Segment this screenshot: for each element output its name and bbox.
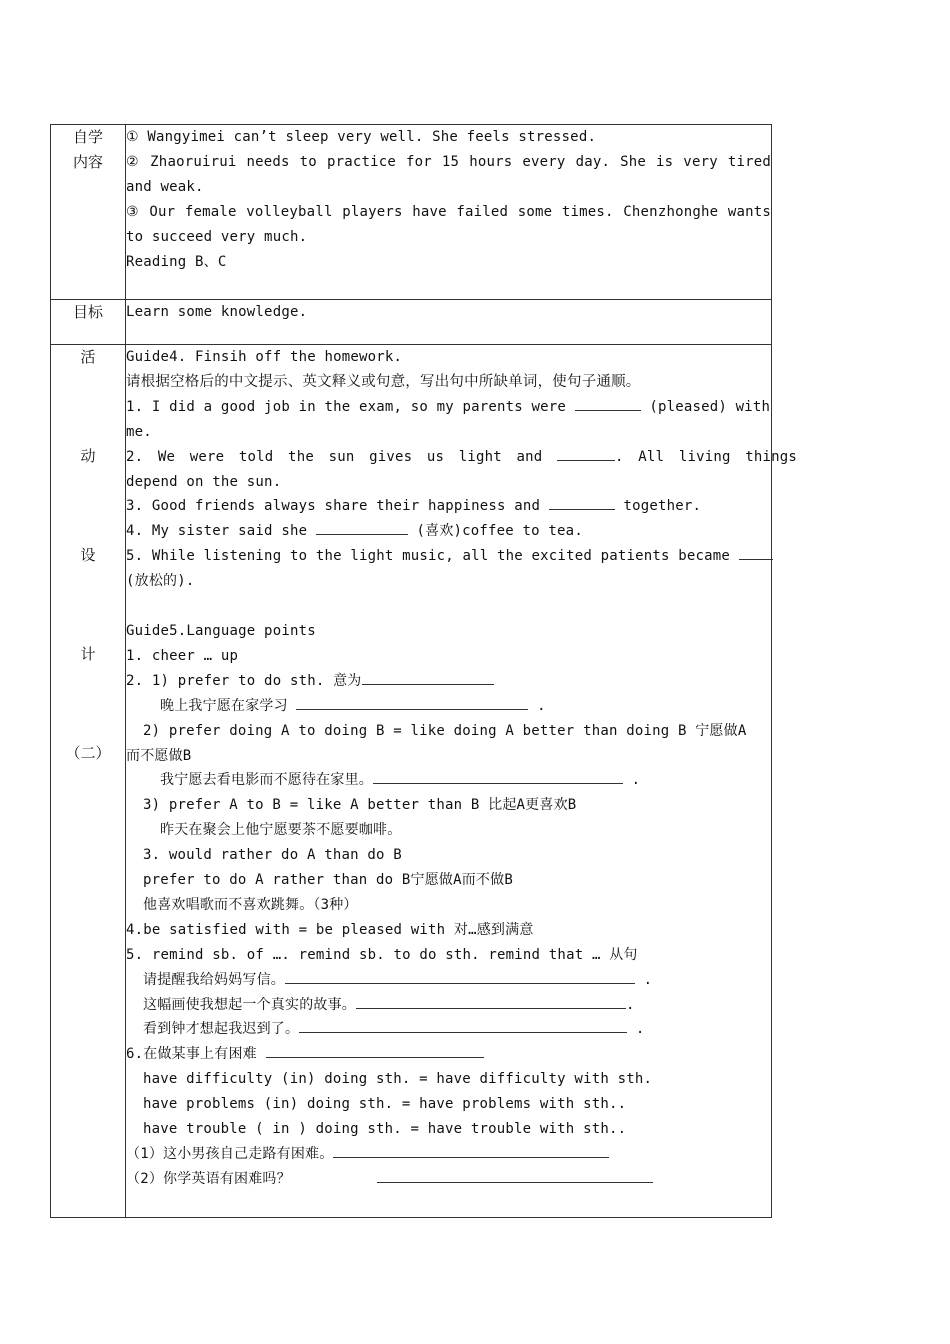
point-4: 4.be satisfied with = be pleased with 对…感到满意 [126, 921, 534, 938]
question-5-cont: (放松的). [126, 573, 195, 590]
answer-blank [266, 1042, 484, 1058]
point-5: 5. remind sb. of …. remind sb. to do sth. remind that … 从句 [126, 946, 638, 963]
point-2-2-example [126, 768, 771, 793]
text: （1）这小男孩自己走路有困难。 [126, 1146, 334, 1162]
text: 2. We were told the sun gives us light and [126, 448, 543, 465]
text: 请提醒我给妈妈写信。 [143, 971, 285, 988]
text: 晚上我宁愿在家学习 [160, 697, 288, 714]
label-char: 计 [80, 645, 96, 663]
point-1: 1. cheer … up [126, 647, 239, 664]
point-5-example-3 [126, 1017, 771, 1042]
point-5-example-2 [126, 993, 771, 1018]
guide5-title: Guide5.Language points [126, 622, 316, 639]
lesson-table [50, 124, 797, 1218]
answer-blank [373, 768, 623, 784]
guide4-instruction: 请根据空格后的中文提示、英文释义或句意，写出句中所缺单词，使句子通顺。 [126, 373, 641, 390]
text: 3. Good friends always share their happiness and [126, 498, 541, 515]
content-line: ① Wangyimei can’t sleep very well. She feels stressed. [126, 129, 597, 145]
text: . All living things [615, 448, 797, 465]
point-6 [126, 1042, 771, 1067]
answer-blank [299, 1017, 627, 1033]
answer-blank [285, 968, 635, 984]
point-2-example [126, 694, 771, 719]
point-6-example-2 [126, 1167, 771, 1192]
point-2-3: 3) prefer A to B = like A better than B 比起A更喜欢B [143, 797, 577, 814]
text: 2. 1) prefer to do sth. 意为 [126, 672, 362, 689]
question-1-cont: me. [126, 423, 152, 440]
point-2-3-example: 昨天在聚会上他宁愿要茶不愿要咖啡。 [160, 822, 402, 839]
label-char: 动 [80, 447, 96, 465]
self-study-row [51, 125, 772, 300]
point-6-c: have trouble ( in ) doing sth. = have trouble with sth.. [143, 1121, 627, 1138]
text: 这幅画使我想起一个真实的故事。 [143, 996, 356, 1013]
point-3-b: prefer to do A rather than do B宁愿做A而不做B [143, 872, 513, 889]
text: (喜欢)coffee to tea. [416, 523, 583, 540]
point-2-2: 2) prefer doing A to doing B = like doing A better than doing B 宁愿做A [143, 722, 747, 739]
content-line: ② Zhaoruirui needs to practice for 15 hours every day. She is very tired [126, 153, 771, 170]
label-text: 内容 [72, 153, 103, 171]
answer-blank [549, 494, 615, 510]
text: 看到钟才想起我迟到了。 [143, 1021, 300, 1038]
label-char: （二） [65, 744, 111, 762]
goal-label: 目标 [51, 300, 126, 345]
goal-content [126, 300, 772, 345]
answer-blank [575, 395, 641, 411]
answer-blank [739, 544, 773, 560]
text: together. [623, 498, 702, 515]
self-study-content [126, 125, 772, 300]
content-line: to succeed very much. [126, 228, 308, 245]
question-4 [126, 519, 771, 544]
point-2 [126, 669, 771, 694]
goal-row [51, 300, 772, 345]
content-line: Reading B、C [126, 253, 227, 270]
answer-blank [557, 445, 615, 461]
spacer [126, 594, 771, 619]
question-2 [126, 445, 797, 470]
activity-row [51, 345, 772, 1218]
point-3-example: 他喜欢唱歌而不喜欢跳舞。（3种） [143, 896, 358, 913]
answer-blank [356, 993, 626, 1009]
self-study-label [51, 125, 126, 300]
text: . [626, 996, 635, 1013]
guide4-title: Guide4. Finsih off the homework. [126, 349, 403, 365]
text: . [631, 772, 641, 789]
content-line: and weak. [126, 178, 204, 195]
goal-text: Learn some knowledge. [126, 304, 308, 320]
answer-blank [296, 694, 528, 710]
label-char: 设 [80, 546, 96, 564]
answer-blank [333, 1142, 609, 1158]
point-3: 3. would rather do A than do B [143, 847, 402, 864]
point-2-2-cont: 而不愿做B [126, 747, 192, 764]
question-5 [126, 544, 771, 569]
point-6-b: have problems (in) doing sth. = have problems with sth.. [143, 1096, 627, 1113]
label-text: 自学 [72, 128, 103, 146]
point-5-example-1 [126, 968, 771, 993]
question-3 [126, 494, 771, 519]
text: 6.在做某事上有困难 [126, 1046, 257, 1063]
question-1 [126, 395, 771, 420]
text: 我宁愿去看电影而不愿待在家里。 [160, 772, 373, 789]
text: 4. My sister said she [126, 523, 308, 540]
question-2-cont: depend on the sun. [126, 473, 282, 490]
activity-label [51, 345, 126, 1218]
text: 5. While listening to the light music, all the excited patients became [126, 548, 731, 565]
activity-content [126, 345, 797, 1218]
text: . [635, 1021, 645, 1038]
content-line: ③ Our female volleyball players have failed some times. Chenzhonghe wants [126, 203, 771, 220]
text: (pleased) with [649, 398, 771, 415]
answer-blank [316, 519, 408, 535]
answer-blank [377, 1167, 653, 1183]
label-char: 活 [80, 348, 96, 366]
answer-blank [362, 669, 494, 685]
text: （2）你学英语有困难吗？ [126, 1170, 291, 1187]
text: 1. I did a good job in the exam, so my parents were [126, 398, 567, 415]
text: . [643, 971, 653, 988]
point-6-example-1 [126, 1142, 771, 1167]
point-6-a: have difficulty (in) doing sth. = have difficulty with sth. [143, 1071, 653, 1088]
text: . [537, 697, 546, 714]
